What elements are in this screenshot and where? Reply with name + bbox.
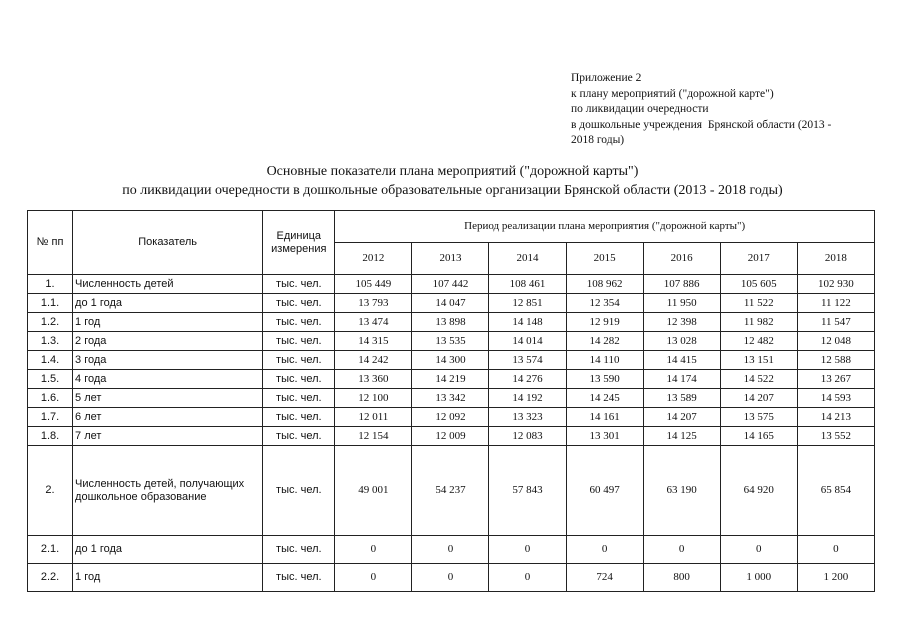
table-row xyxy=(28,427,875,446)
table-row xyxy=(28,408,875,427)
header-year-2017: 2017 xyxy=(720,243,797,275)
row-indicator: 1 год xyxy=(73,313,263,332)
row-value-2013: 14 047 xyxy=(412,294,489,313)
row-indicator: 5 лет xyxy=(73,389,263,408)
row-value-2017: 11 982 xyxy=(720,313,797,332)
row-unit: тыс. чел. xyxy=(263,446,335,536)
row-indicator: до 1 года xyxy=(73,294,263,313)
appendix-line: Приложение 2 xyxy=(571,72,642,84)
table-row xyxy=(28,564,875,592)
row-value-2012: 0 xyxy=(335,536,412,564)
row-indicator: 4 года xyxy=(73,370,263,389)
row-number: 1. xyxy=(28,275,73,294)
row-value-2013: 12 009 xyxy=(412,427,489,446)
row-value-2016: 800 xyxy=(643,564,720,592)
appendix-note xyxy=(571,71,891,149)
title-line-2: по ликвидации очередности в дошкольные образовательные организации Брянской области (2013 - 2018 годы) xyxy=(122,183,783,198)
header-year-2014: 2014 xyxy=(489,243,566,275)
row-number: 1.6. xyxy=(28,389,73,408)
row-value-2017: 12 482 xyxy=(720,332,797,351)
header-year-2016: 2016 xyxy=(643,243,720,275)
row-value-2014: 14 014 xyxy=(489,332,566,351)
row-value-2017: 1 000 xyxy=(720,564,797,592)
row-indicator: 7 лет xyxy=(73,427,263,446)
header-num: № пп xyxy=(28,211,73,275)
row-value-2018: 65 854 xyxy=(797,446,874,536)
row-indicator: до 1 года xyxy=(73,536,263,564)
row-value-2015: 14 110 xyxy=(566,351,643,370)
row-value-2013: 13 535 xyxy=(412,332,489,351)
row-value-2017: 13 151 xyxy=(720,351,797,370)
header-year-2013: 2013 xyxy=(412,243,489,275)
row-value-2013: 0 xyxy=(412,564,489,592)
row-value-2017: 14 522 xyxy=(720,370,797,389)
row-value-2016: 63 190 xyxy=(643,446,720,536)
row-value-2016: 14 207 xyxy=(643,408,720,427)
row-value-2014: 0 xyxy=(489,536,566,564)
row-value-2012: 13 793 xyxy=(335,294,412,313)
row-value-2016: 14 125 xyxy=(643,427,720,446)
appendix-line: к плану мероприятий ("дорожной карте") xyxy=(571,87,774,100)
row-number: 1.4. xyxy=(28,351,73,370)
row-unit: тыс. чел. xyxy=(263,351,335,370)
row-indicator: Численность детей xyxy=(73,275,263,294)
row-value-2017: 11 522 xyxy=(720,294,797,313)
row-unit: тыс. чел. xyxy=(263,275,335,294)
row-value-2015: 13 590 xyxy=(566,370,643,389)
row-number: 2. xyxy=(28,446,73,536)
row-value-2016: 13 028 xyxy=(643,332,720,351)
row-value-2014: 12 083 xyxy=(489,427,566,446)
row-value-2013: 13 898 xyxy=(412,313,489,332)
row-value-2017: 0 xyxy=(720,536,797,564)
row-value-2018: 12 588 xyxy=(797,351,874,370)
row-indicator: 6 лет xyxy=(73,408,263,427)
row-value-2018: 12 048 xyxy=(797,332,874,351)
table-row xyxy=(28,370,875,389)
row-value-2013: 54 237 xyxy=(412,446,489,536)
row-unit: тыс. чел. xyxy=(263,427,335,446)
table-body xyxy=(28,275,875,592)
row-value-2012: 14 242 xyxy=(335,351,412,370)
row-value-2015: 0 xyxy=(566,536,643,564)
document-title xyxy=(0,162,905,200)
row-value-2014: 108 461 xyxy=(489,275,566,294)
row-value-2018: 14 593 xyxy=(797,389,874,408)
row-value-2018: 0 xyxy=(797,536,874,564)
header-indicator: Показатель xyxy=(73,211,263,275)
row-value-2014: 12 851 xyxy=(489,294,566,313)
row-unit: тыс. чел. xyxy=(263,389,335,408)
row-value-2013: 107 442 xyxy=(412,275,489,294)
row-value-2016: 14 174 xyxy=(643,370,720,389)
row-unit: тыс. чел. xyxy=(263,294,335,313)
row-value-2018: 11 547 xyxy=(797,313,874,332)
row-number: 2.1. xyxy=(28,536,73,564)
row-indicator: 2 года xyxy=(73,332,263,351)
row-value-2012: 12 100 xyxy=(335,389,412,408)
table-row xyxy=(28,332,875,351)
row-value-2015: 14 161 xyxy=(566,408,643,427)
row-unit: тыс. чел. xyxy=(263,408,335,427)
table-row xyxy=(28,351,875,370)
row-value-2012: 12 154 xyxy=(335,427,412,446)
row-value-2013: 12 092 xyxy=(412,408,489,427)
row-value-2014: 13 574 xyxy=(489,351,566,370)
row-value-2016: 13 589 xyxy=(643,389,720,408)
row-value-2013: 13 342 xyxy=(412,389,489,408)
row-value-2015: 14 282 xyxy=(566,332,643,351)
row-value-2014: 14 192 xyxy=(489,389,566,408)
row-unit: тыс. чел. xyxy=(263,564,335,592)
row-value-2014: 57 843 xyxy=(489,446,566,536)
row-value-2016: 12 398 xyxy=(643,313,720,332)
row-unit: тыс. чел. xyxy=(263,313,335,332)
row-value-2018: 13 552 xyxy=(797,427,874,446)
row-value-2014: 14 148 xyxy=(489,313,566,332)
row-value-2016: 0 xyxy=(643,536,720,564)
row-value-2012: 13 360 xyxy=(335,370,412,389)
table-row xyxy=(28,313,875,332)
row-value-2012: 14 315 xyxy=(335,332,412,351)
row-value-2012: 12 011 xyxy=(335,408,412,427)
row-unit: тыс. чел. xyxy=(263,332,335,351)
row-unit: тыс. чел. xyxy=(263,536,335,564)
row-value-2016: 107 886 xyxy=(643,275,720,294)
row-value-2015: 12 919 xyxy=(566,313,643,332)
appendix-line: в дошкольные учреждения Брянской области (2013 - xyxy=(571,118,832,131)
row-value-2017: 64 920 xyxy=(720,446,797,536)
row-number: 1.8. xyxy=(28,427,73,446)
row-value-2017: 14 207 xyxy=(720,389,797,408)
row-number: 1.7. xyxy=(28,408,73,427)
appendix-line: 2018 годы) xyxy=(571,134,625,146)
row-value-2018: 102 930 xyxy=(797,275,874,294)
row-value-2018: 1 200 xyxy=(797,564,874,592)
row-value-2017: 105 605 xyxy=(720,275,797,294)
row-value-2018: 11 122 xyxy=(797,294,874,313)
appendix-line: по ликвидации очередности xyxy=(571,103,709,115)
row-value-2013: 0 xyxy=(412,536,489,564)
row-value-2015: 14 245 xyxy=(566,389,643,408)
row-value-2018: 13 267 xyxy=(797,370,874,389)
row-value-2015: 13 301 xyxy=(566,427,643,446)
row-indicator: 1 год xyxy=(73,564,263,592)
header-year-2018: 2018 xyxy=(797,243,874,275)
row-value-2014: 13 323 xyxy=(489,408,566,427)
row-value-2014: 14 276 xyxy=(489,370,566,389)
table-row xyxy=(28,275,875,294)
row-unit: тыс. чел. xyxy=(263,370,335,389)
header-period: Период реализации плана мероприятия ("дорожной карты") xyxy=(335,211,875,243)
row-value-2012: 105 449 xyxy=(335,275,412,294)
row-value-2013: 14 219 xyxy=(412,370,489,389)
row-indicator: 3 года xyxy=(73,351,263,370)
row-value-2018: 14 213 xyxy=(797,408,874,427)
row-value-2017: 13 575 xyxy=(720,408,797,427)
row-value-2015: 60 497 xyxy=(566,446,643,536)
header-year-2012: 2012 xyxy=(335,243,412,275)
row-value-2015: 12 354 xyxy=(566,294,643,313)
indicators-table xyxy=(27,210,875,592)
row-number: 1.3. xyxy=(28,332,73,351)
table-row xyxy=(28,446,875,536)
row-value-2014: 0 xyxy=(489,564,566,592)
row-value-2012: 13 474 xyxy=(335,313,412,332)
row-number: 1.1. xyxy=(28,294,73,313)
row-value-2015: 724 xyxy=(566,564,643,592)
header-unit: Единица измерения xyxy=(263,211,335,275)
row-number: 1.5. xyxy=(28,370,73,389)
table-row xyxy=(28,294,875,313)
title-line-1: Основные показатели плана мероприятий ("дорожной карты") xyxy=(266,164,639,179)
row-number: 2.2. xyxy=(28,564,73,592)
row-value-2016: 14 415 xyxy=(643,351,720,370)
row-value-2017: 14 165 xyxy=(720,427,797,446)
table-row xyxy=(28,536,875,564)
table-row xyxy=(28,389,875,408)
row-number: 1.2. xyxy=(28,313,73,332)
row-indicator: Численность детей, получающих дошкольное образование xyxy=(73,446,263,536)
header-year-2015: 2015 xyxy=(566,243,643,275)
row-value-2013: 14 300 xyxy=(412,351,489,370)
row-value-2015: 108 962 xyxy=(566,275,643,294)
row-value-2016: 11 950 xyxy=(643,294,720,313)
row-value-2012: 0 xyxy=(335,564,412,592)
row-value-2012: 49 001 xyxy=(335,446,412,536)
